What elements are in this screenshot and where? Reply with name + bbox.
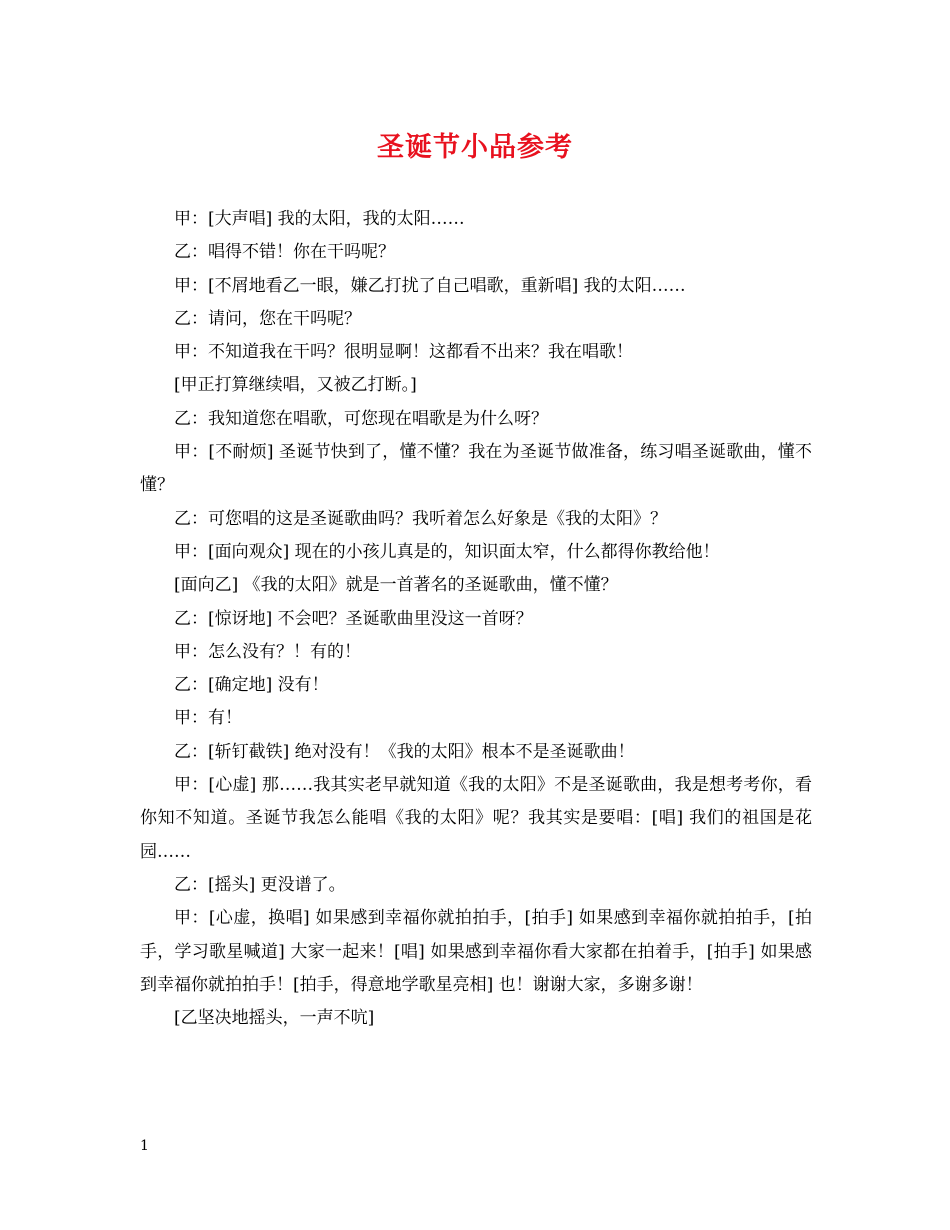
document-body [140, 203, 812, 1035]
dialogue-paragraph: 甲：有！ [174, 708, 242, 729]
dialogue-paragraph: 甲：[面向观众] 现在的小孩儿真是的，知识面太窄，什么都得你教给他！ [174, 541, 720, 562]
dialogue-paragraph: 乙：可您唱的这是圣诞歌曲吗？我听着怎么好象是《我的太阳》？ [174, 508, 667, 529]
dialogue-paragraph: 乙：[斩钉截铁] 绝对没有！《我的太阳》根本不是圣诞歌曲！ [174, 741, 635, 762]
stage-direction: [乙坚决地摇头，一声不吭] [174, 1008, 375, 1029]
dialogue-paragraph: 乙：唱得不错！你在干吗呢？ [174, 242, 395, 263]
dialogue-paragraph: 甲：[不耐烦] 圣诞节快到了，懂不懂？我在为圣诞节做准备，练习唱圣诞歌曲，懂不懂？ [140, 442, 812, 496]
dialogue-paragraph: 甲：[心虚，换唱] 如果感到幸福你就拍拍手，[拍手] 如果感到幸福你就拍拍手，[拍手，学习歌星喊道] 大家一起来！[唱] 如果感到幸福你看大家都在拍着手，[拍手] 如果感到幸福你就拍拍手！[拍手，得意地学歌星亮相] 也！谢谢大家，多谢多谢！ [140, 908, 812, 995]
dialogue-paragraph: 乙：[惊讶地] 不会吧？圣诞歌曲里没这一首呀？ [174, 608, 533, 629]
dialogue-paragraph: 甲：[不屑地看乙一眼，嫌乙打扰了自己唱歌，重新唱] 我的太阳…… [174, 275, 686, 296]
page-number: 1 [140, 1138, 149, 1154]
document-title: 圣诞节小品参考 [377, 132, 573, 163]
dialogue-paragraph: 甲：[大声唱] 我的太阳，我的太阳…… [174, 209, 465, 229]
dialogue-paragraph: 乙：我知道您在唱歌，可您现在唱歌是为什么呀？ [174, 408, 548, 429]
dialogue-paragraph: 甲：怎么没有？！有的！ [174, 641, 361, 662]
dialogue-paragraph: 乙：[确定地] 没有！ [174, 675, 329, 696]
stage-direction: [甲正打算继续唱，又被乙打断。] [174, 375, 417, 396]
dialogue-paragraph: 甲：[心虚] 那……我其实老早就知道《我的太阳》不是圣诞歌曲，我是想考考你，看你知不知道。圣诞节我怎么能唱《我的太阳》呢？我其实是要唱：[唱] 我们的祖国是花园…… [140, 775, 812, 862]
dialogue-paragraph: 乙：[摇头] 更没谱了。 [174, 874, 346, 895]
dialogue-paragraph: 甲：不知道我在干吗？很明显啊！这都看不出来？我在唱歌！ [174, 342, 633, 363]
stage-direction: [面向乙] 《我的太阳》就是一首著名的圣诞歌曲，懂不懂？ [174, 575, 618, 596]
dialogue-paragraph: 乙：请问，您在干吗呢？ [174, 308, 361, 329]
